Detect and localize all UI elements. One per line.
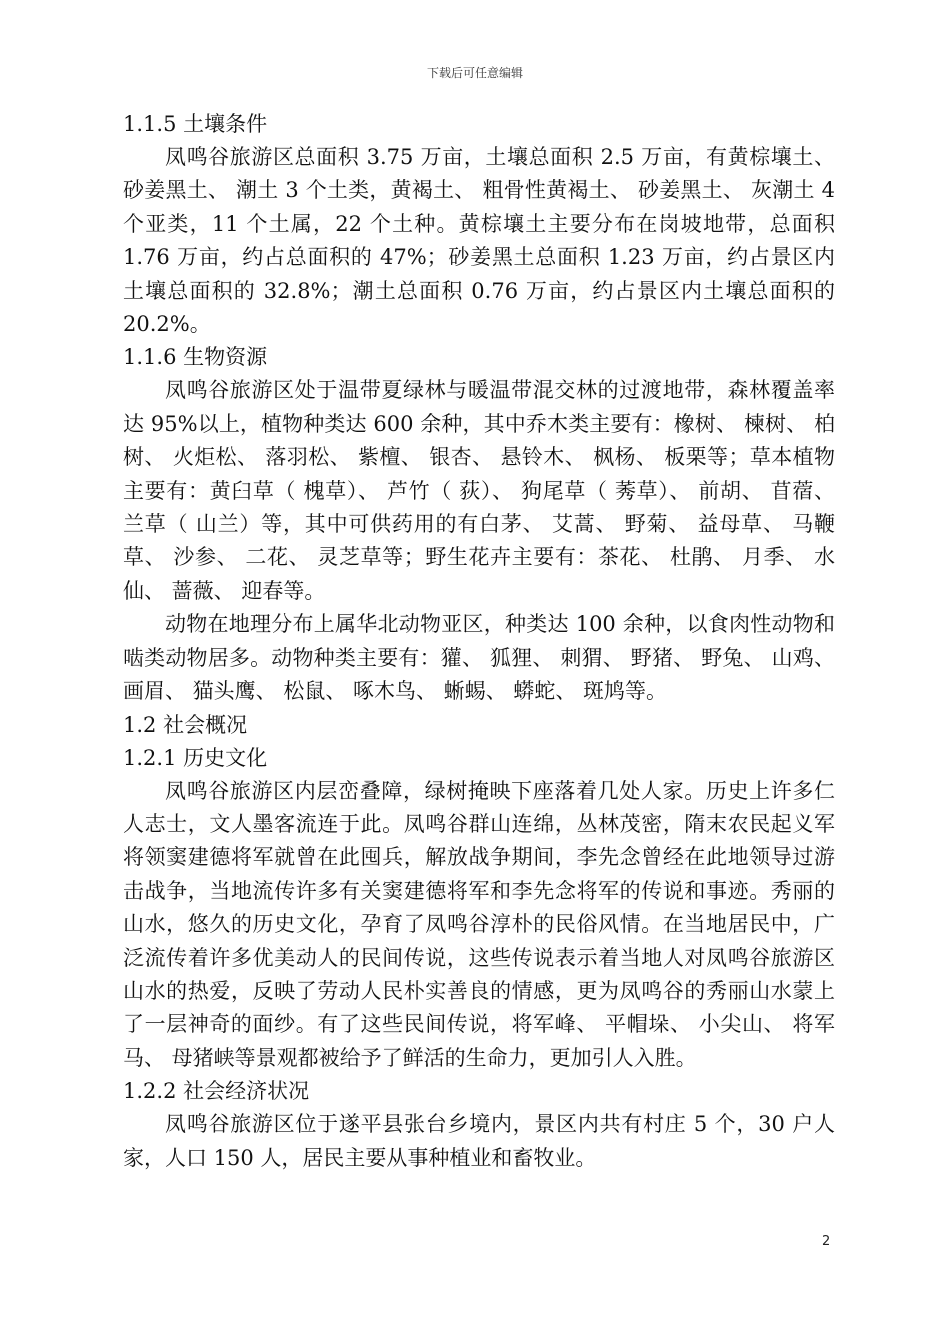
section-heading-1-2-1: 1.2.1 历史文化: [123, 745, 268, 770]
section-heading-1-2-2: 1.2.2 社会经济状况: [123, 1079, 310, 1104]
paragraph-soil: 凤鸣谷旅游区总面积 3.75 万亩，土壤总面积 2.5 万亩，有黄棕壤土、 砂姜黑土、 潮土 3 个土类，黄褐土、 粗骨性黄褐土、 砂姜黑土、 灰潮土 4 个亚类，11 个土属，22 个土种。黄棕壤土主要分布在岗坡地带，总面积 1.76 万亩，约占总面积的 47%；砂姜黑土总面积 1.23 万亩，约占景区内土壤总面积的 32.8%；潮土总面积 0.76 万亩，约占景区内土壤总面积的 20.2%。: [123, 145, 835, 337]
paragraph-plants: 凤鸣谷旅游区处于温带夏绿林与暖温带混交林的过渡地带，森林覆盖率达 95%以上，植物种类达 600 余种，其中乔木类主要有：橡树、 楝树、 柏树、 火炬松、 落羽松、 紫檀、 银杏、 悬铃木、 枫杨、 板栗等；草本植物主要有：黄臼草（ 槐草）、 芦竹（ 荻）、 狗尾草（ 莠草）、 前胡、 苜蓿、 兰草（ 山兰）等，其中可供药用的有白茅、 艾蒿、 野菊、 益母草、 马鞭草、 沙参、 二花、 灵芝草等；野生花卉主要有：茶花、 杜鹃、 月季、 水仙、 蔷薇、 迎春等。: [123, 378, 835, 603]
section-heading-1-1-5: 1.1.5 土壤条件: [123, 112, 268, 136]
paragraph-economy: 凤鸣谷旅游区位于遂平县张台乡境内，景区内共有村庄 5 个，30 户人家，人口 150 人，居民主要从事种植业和畜牧业。: [123, 1112, 835, 1170]
section-heading-1-2: 1.2 社会概况: [123, 712, 248, 737]
page-header: 下载后可任意编辑: [426, 66, 523, 80]
paragraph-history: 凤鸣谷旅游区内层峦叠障，绿树掩映下座落着几处人家。历史上许多仁人志士，文人墨客流连于此。凤鸣谷群山连绵，丛林茂密，隋末农民起义军将领窦建德将军就曾在此囤兵，解放战争期间，李先念曾经在此地领导过游击战争，当地流传许多有关窦建德将军和李先念将军的传说和事迹。秀丽的山水，悠久的历史文化，孕育了凤鸣谷淳朴的民俗风情。在当地居民中，广泛流传着许多优美动人的民间传说，这些传说表示着当地人对凤鸣谷旅游区山水的热爱，反映了劳动人民朴实善良的情感，更为凤鸣谷的秀丽山水蒙上了一层神奇的面纱。有了这些民间传说，将军峰、 平帽垛、 小尖山、 将军马、 母猪峡等景观都被给予了鲜活的生命力，更加引人入胜。: [123, 778, 835, 1070]
paragraph-animals: 动物在地理分布上属华北动物亚区，种类达 100 余种，以食肉性动物和啮类动物居多。动物种类主要有：獾、 狐狸、 刺猬、 野猪、 野兔、 山鸡、 画眉、 猫头鹰、 松鼠、 啄木鸟、 蜥蜴、 蟒蛇、 斑鸠等。: [123, 612, 835, 704]
page-number: 2: [822, 1234, 831, 1249]
section-heading-1-1-6: 1.1.6 生物资源: [123, 345, 268, 370]
document-body: [123, 108, 835, 1175]
